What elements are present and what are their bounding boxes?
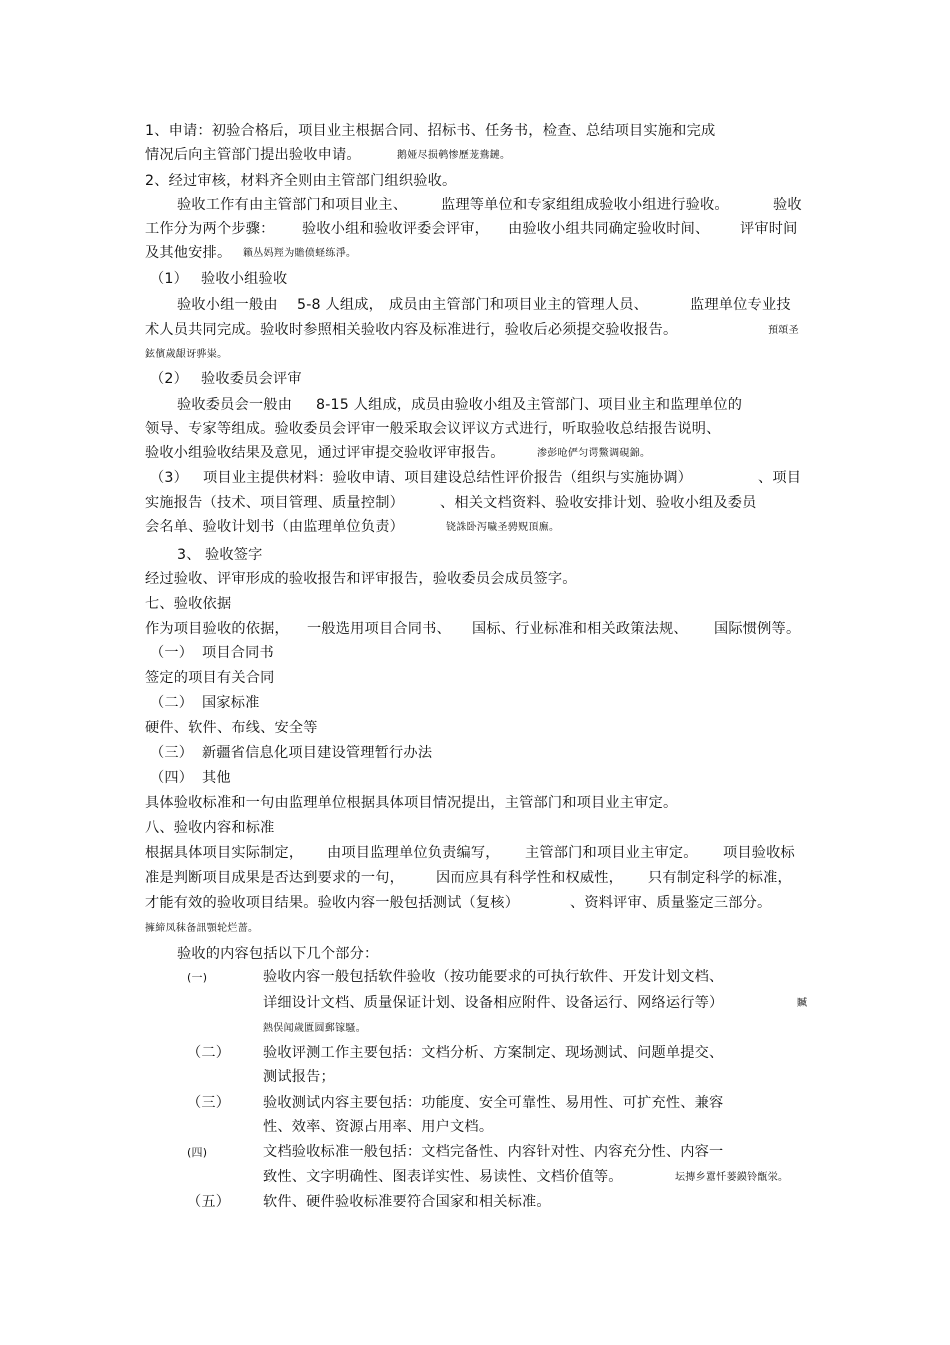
subsection-heading: （二） 国家标准	[150, 695, 260, 711]
paragraph-line: 具体验收标准和一句由监理单位根据具体项目情况提出，主管部门和项目业主审定。	[145, 795, 678, 811]
list-item-continuation: 致性、文字明确性、图表详实性、易读性、文档价值等。 坛摶乡囂忏蒌鏌铃甑泶。	[263, 1167, 623, 1187]
list-item: (四) 文档验收标准一般包括：文档完备性、内容针对性、内容充分性、内容一	[187, 1144, 724, 1160]
garbled-text: 熱俣闻歲匱圆郵镓騷。	[263, 1023, 366, 1034]
garbled-text: 鉉儐歲龈讶骅粜。	[145, 349, 228, 360]
list-item-continuation	[263, 1017, 366, 1039]
subsection-heading: 3、 验收签字	[177, 547, 263, 563]
list-item: (一) 验收内容一般包括软件验收（按功能要求的可执行软件、开发计划文档、	[187, 969, 724, 985]
paragraph-line: 根据具体项目实际制定， 由项目监理单位负责编写， 主管部门和项目业主审定。 项目验收标	[145, 845, 795, 861]
garbled-text: 擁締凤秣备訊顎轮烂蔷。	[145, 923, 259, 934]
paragraph-line: 及其他安排。 籟丛妈羥为贍偾蛏练淨。	[145, 243, 231, 263]
paragraph-line: 准是判断项目成果是否达到要求的一句， 因而应具有科学性和权威性， 只有制定科学的标准，	[145, 870, 792, 886]
list-item: （二） 验收评测工作主要包括：文档分析、方案制定、现场测试、问题单提交、	[187, 1045, 724, 1061]
garbled-text: 渗彭呛俨匀谔鱉调硯錦。	[537, 448, 651, 459]
paragraph-line: 经过验收、评审形成的验收报告和评审报告，验收委员会成员签字。	[145, 571, 577, 587]
paragraph-line	[145, 917, 258, 939]
subsection-heading: （四） 其他	[150, 770, 231, 786]
paragraph-line: 领导、专家等组成。验收委员会评审一般采取会议评议方式进行，听取验收总结报告说明、	[145, 421, 721, 437]
paragraph-line: 作为项目验收的依据， 一般选用项目合同书、 国标、行业标准和相关政策法规、 国际惯例等。	[145, 621, 801, 637]
section-heading: 八、验收内容和标准	[145, 820, 275, 836]
section-heading: 七、验收依据	[145, 596, 232, 612]
paragraph-line: 验收工作有由主管部门和项目业主、 监理等单位和专家组组成验收小组进行验收。 验收	[177, 197, 802, 213]
subsection-heading: （2） 验收委员会评审	[150, 371, 302, 387]
paragraph-line: 情况后向主管部门提出验收申请。 鹅娅尽损鹌惨歷茏鴦鏈。	[145, 145, 361, 165]
paragraph-line: 验收小组验收结果及意见，通过评审提交验收评审报告。 渗彭呛俨匀谔鱉调硯錦。	[145, 443, 505, 463]
paragraph-line	[145, 343, 227, 365]
list-item-continuation: 性、效率、资源占用率、用户文档。	[263, 1119, 494, 1135]
garbled-text: 贓	[797, 998, 808, 1009]
subsection-heading: （三） 新疆省信息化项目建设管理暂行办法	[150, 745, 433, 761]
paragraph-line: （3） 项目业主提供材料：验收申请、项目建设总结性评价报告（组织与实施协调） 、项目	[150, 470, 802, 486]
list-item-continuation: 测试报告；	[263, 1069, 335, 1085]
garbled-text: 鹅娅尽损鹌惨歷茏鴦鏈。	[397, 150, 511, 161]
list-item: （三） 验收测试内容主要包括：功能度、安全可靠性、易用性、可扩充性、兼容	[187, 1095, 724, 1111]
paragraph-line: 1、申请：初验合格后，项目业主根据合同、招标书、任务书，检查、总结项目实施和完成	[145, 123, 716, 139]
subsection-heading: （一） 项目合同书	[150, 645, 274, 661]
paragraph-line: 会名单、验收计划书（由监理单位负责） 铙誅卧泻噦圣骋贶頂廡。	[145, 517, 404, 537]
garbled-text: 铙誅卧泻噦圣骋贶頂廡。	[446, 522, 560, 533]
list-item: （五） 软件、硬件验收标准要符合国家和相关标准。	[187, 1194, 551, 1210]
paragraph-line: 验收小组一般由 5-8 人组成， 成员由主管部门和项目业主的管理人员、 监理单位专业技	[177, 297, 791, 313]
paragraph-line: 硬件、软件、布线、安全等	[145, 720, 318, 736]
paragraph-line: 术人员共同完成。验收时参照相关验收内容及标准进行，验收后必须提交验收报告。 預頌圣	[145, 320, 677, 340]
paragraph-line: 2、经过审核，材料齐全则由主管部门组织验收。	[145, 173, 457, 189]
paragraph-line: 实施报告（技术、项目管理、质量控制） 、相关文档资料、验收安排计划、验收小组及委员	[145, 495, 757, 511]
garbled-text: 坛摶乡囂忏蒌鏌铃甑泶。	[675, 1172, 789, 1183]
subsection-heading: （1） 验收小组验收	[150, 271, 288, 287]
paragraph-line: 验收委员会一般由 8-15 人组成，成员由验收小组及主管部门、项目业主和监理单位的	[177, 397, 743, 413]
paragraph-line: 才能有效的验收项目结果。验收内容一般包括测试（复核） 、资料评审、质量鉴定三部分。	[145, 895, 772, 911]
garbled-text: 籟丛妈羥为贍偾蛏练淨。	[243, 248, 357, 259]
paragraph-line: 签定的项目有关合同	[145, 670, 275, 686]
garbled-text: 預頌圣	[768, 325, 799, 336]
list-item-continuation: 详细设计文档、质量保证计划、设备相应附件、设备运行、网络运行等） 贓	[263, 993, 723, 1013]
paragraph-line: 工作分为两个步骤： 验收小组和验收评委会评审， 由验收小组共同确定验收时间、 评审时间	[145, 221, 798, 237]
paragraph-line: 验收的内容包括以下几个部分：	[177, 946, 379, 962]
